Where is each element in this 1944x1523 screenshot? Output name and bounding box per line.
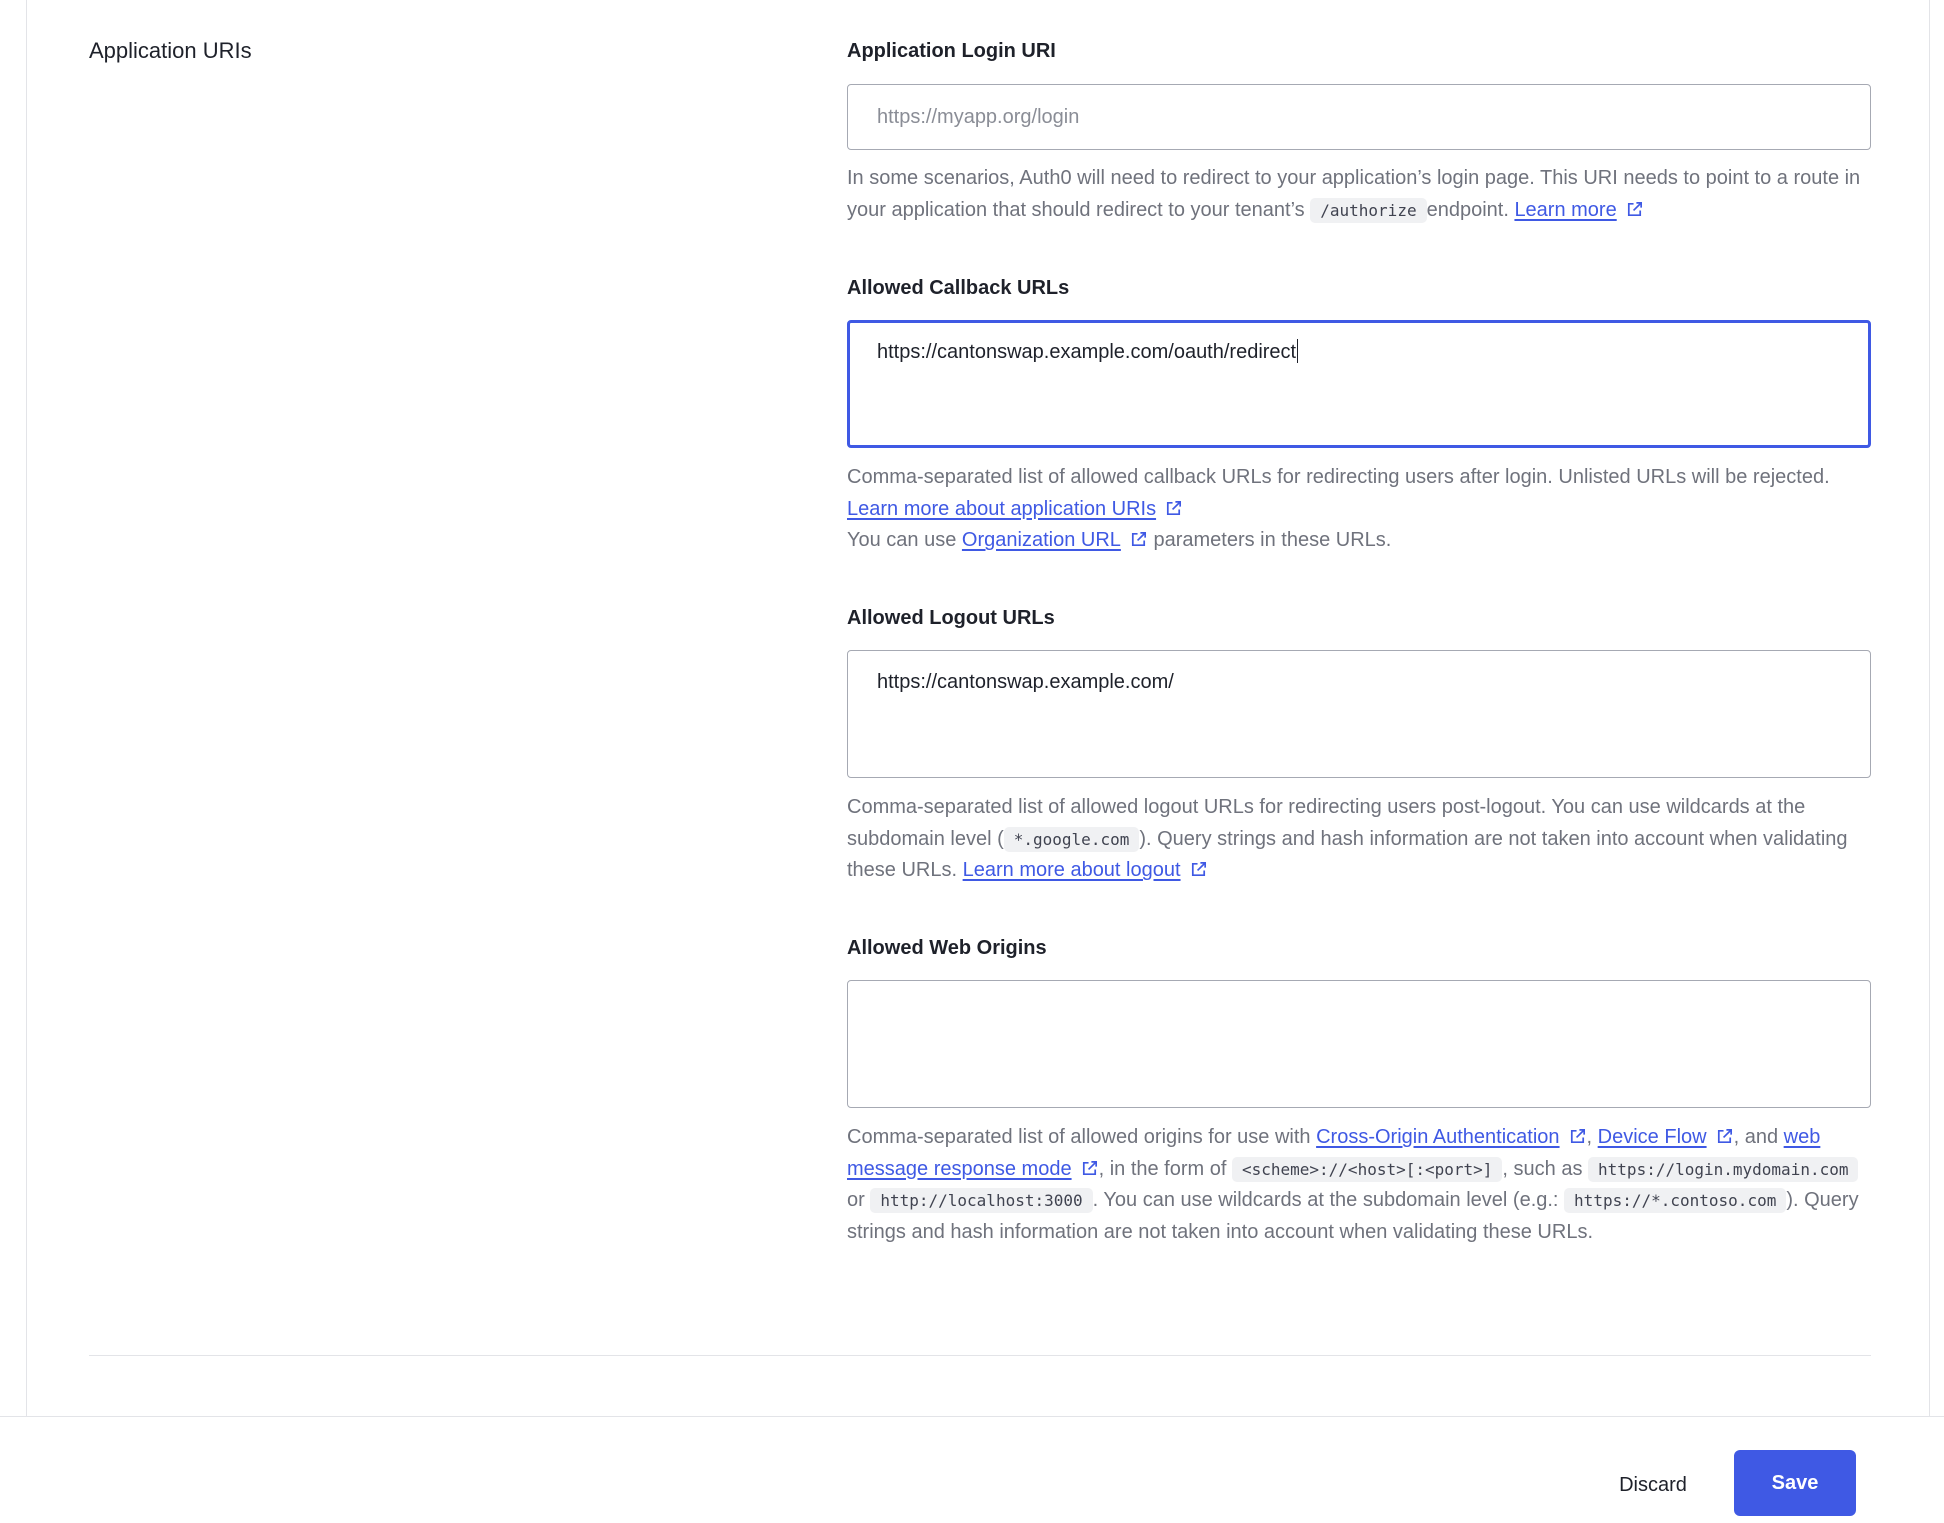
external-link-icon xyxy=(1625,200,1644,219)
login-uri-input[interactable] xyxy=(847,84,1871,150)
device-flow-link[interactable]: Device Flow xyxy=(1597,1126,1707,1148)
callback-urls-value: https://cantonswap.example.com/oauth/redirect xyxy=(877,341,1297,363)
logout-urls-label: Allowed Logout URLs xyxy=(847,607,1055,629)
login-uri-label: Application Login URI xyxy=(847,40,1056,62)
section-divider xyxy=(89,1355,1871,1356)
web-origins-label: Allowed Web Origins xyxy=(847,937,1047,959)
left-frame-border xyxy=(26,0,27,1416)
learn-more-logout-link[interactable]: Learn more about logout xyxy=(962,859,1181,882)
callback-urls-label: Allowed Callback URLs xyxy=(847,277,1070,299)
external-link-icon xyxy=(1568,1127,1587,1146)
text-caret xyxy=(1297,339,1298,363)
web-origins-textarea[interactable] xyxy=(847,980,1871,1108)
external-link-icon xyxy=(1189,860,1208,879)
discard-button[interactable]: Discard xyxy=(1598,1452,1708,1518)
learn-more-link[interactable]: Learn more xyxy=(1514,198,1617,221)
web-message-response-mode-link[interactable]: web message response mode xyxy=(847,1126,1821,1180)
external-link-icon xyxy=(1715,1127,1734,1146)
save-button[interactable]: Save xyxy=(1734,1450,1856,1516)
callback-urls-textarea[interactable] xyxy=(847,320,1871,448)
learn-more-application-uris-link[interactable]: Learn more about application URIs xyxy=(847,497,1157,520)
authorize-code: /authorize xyxy=(1310,198,1426,223)
login-uri-help: In some scenarios, Auth0 will need to redirect to your application’s login page. This URI needs to point to a route in your application that should redirect to your tenant’s /authorize endpoint. Learn more xyxy=(847,167,1861,221)
origin-format-code: <scheme>://<host>[:<port>] xyxy=(1232,1157,1502,1182)
external-link-icon xyxy=(1129,530,1148,549)
organization-url-link[interactable]: Organization URL xyxy=(961,529,1121,552)
web-origins-help: Comma-separated list of allowed origins for use with Cross-Origin Authentication , Device Flow , and web message response mode , in the form of <scheme>://<host>[:<port>] , such as https://login.mydomain.com or http://localhost:3000 . You can use wildcards at the subdomain level (e.g.: https://*.contoso.com ). Query strings and hash information are not taken into account when validating these URLs. xyxy=(847,1126,1859,1244)
external-link-icon xyxy=(1164,499,1183,518)
logout-urls-help: Comma-separated list of allowed logout URLs for redirecting users post-logout. You can use wildcards at the subdomain level ( *.google.com ). Query strings and hash information are not taken into account when validating these URLs. Learn more about logout xyxy=(847,796,1848,882)
logout-urls-value: https://cantonswap.example.com/ xyxy=(877,671,1174,693)
example-origin-code: https://login.mydomain.com xyxy=(1588,1157,1858,1182)
logout-urls-textarea[interactable] xyxy=(847,650,1871,778)
right-frame-border xyxy=(1929,0,1930,1416)
callback-urls-help: Comma-separated list of allowed callback URLs for redirecting users after login. Unlisted URLs will be rejected. Learn more about application URIs You can use Organization URL parameters in these URLs. xyxy=(847,466,1830,552)
section-title: Application URIs xyxy=(89,38,252,63)
wildcard-origin-code: https://*.contoso.com xyxy=(1564,1188,1786,1213)
footer-bar xyxy=(0,1416,1944,1523)
external-link-icon xyxy=(1080,1159,1099,1178)
cross-origin-authentication-link[interactable]: Cross-Origin Authentication xyxy=(1316,1126,1560,1148)
localhost-origin-code: http://localhost:3000 xyxy=(870,1188,1092,1213)
google-wildcard-code: *.google.com xyxy=(1004,827,1140,852)
